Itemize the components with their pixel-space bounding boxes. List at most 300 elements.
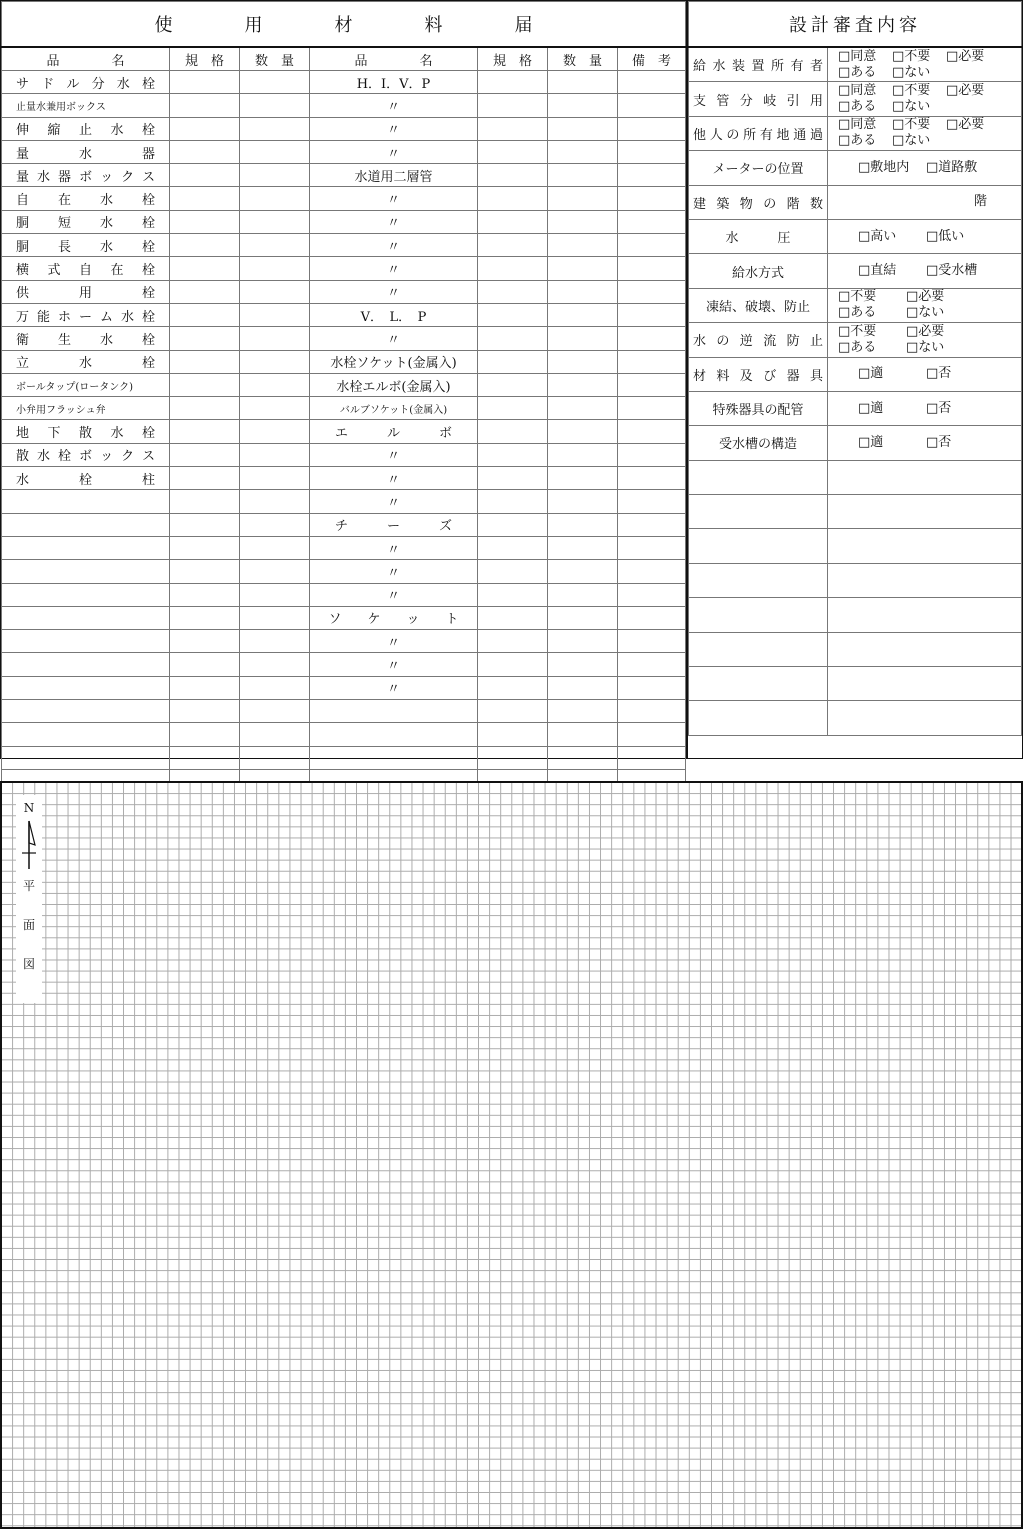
spec-cell[interactable] bbox=[170, 140, 240, 163]
quantity-cell[interactable] bbox=[240, 513, 310, 536]
empty-cell[interactable] bbox=[689, 701, 828, 735]
left-item-name bbox=[2, 723, 170, 746]
right-item-name bbox=[310, 700, 478, 723]
spec-cell[interactable] bbox=[478, 606, 548, 629]
review-row-empty bbox=[689, 598, 1022, 632]
column-header: 品 名 bbox=[310, 47, 478, 71]
review-option-checkbox[interactable]: □敷地内 bbox=[858, 159, 910, 175]
empty-cell[interactable] bbox=[689, 495, 828, 529]
review-label: メーターの位置 bbox=[689, 151, 828, 185]
material-row bbox=[2, 71, 686, 94]
spec-cell[interactable] bbox=[478, 94, 548, 117]
quantity-cell[interactable] bbox=[240, 653, 310, 676]
quantity-cell[interactable] bbox=[548, 397, 618, 420]
quantity-cell[interactable] bbox=[548, 164, 618, 187]
column-header: 数 量 bbox=[548, 47, 618, 71]
review-option-checkbox[interactable]: □適 bbox=[858, 400, 884, 416]
quantity-cell[interactable] bbox=[548, 257, 618, 280]
review-option-checkbox[interactable]: □同意 bbox=[838, 117, 877, 133]
remarks-cell[interactable] bbox=[618, 234, 686, 257]
quantity-cell[interactable] bbox=[240, 583, 310, 606]
quantity-cell[interactable] bbox=[548, 490, 618, 513]
quantity-cell[interactable] bbox=[548, 653, 618, 676]
material-row bbox=[2, 234, 686, 257]
left-item-name bbox=[2, 676, 170, 699]
review-option-checkbox[interactable]: □否 bbox=[926, 366, 952, 382]
remarks-cell[interactable] bbox=[618, 723, 686, 746]
remarks-cell[interactable] bbox=[618, 746, 686, 769]
spec-cell[interactable] bbox=[478, 187, 548, 210]
quantity-cell[interactable] bbox=[548, 443, 618, 466]
right-item-name: 〃 bbox=[310, 140, 478, 163]
spec-cell[interactable] bbox=[170, 164, 240, 187]
spec-cell[interactable] bbox=[478, 234, 548, 257]
spec-cell[interactable] bbox=[170, 373, 240, 396]
review-options bbox=[828, 47, 1022, 82]
remarks-cell[interactable] bbox=[618, 117, 686, 140]
spec-cell[interactable] bbox=[478, 583, 548, 606]
material-row bbox=[2, 700, 686, 723]
review-options bbox=[828, 82, 1022, 116]
material-row bbox=[2, 746, 686, 769]
spec-cell[interactable] bbox=[478, 746, 548, 769]
remarks-cell[interactable] bbox=[618, 490, 686, 513]
left-item-name: 万能ホーム水栓 bbox=[2, 303, 170, 326]
quantity-cell[interactable] bbox=[240, 420, 310, 443]
remarks-cell[interactable] bbox=[618, 350, 686, 373]
quantity-cell[interactable] bbox=[548, 467, 618, 490]
empty-cell[interactable] bbox=[828, 563, 1022, 597]
review-row bbox=[689, 357, 1022, 391]
material-row bbox=[2, 536, 686, 559]
spec-cell[interactable] bbox=[170, 700, 240, 723]
column-header: 品 名 bbox=[2, 47, 170, 71]
review-label: 建築物の階数 bbox=[689, 185, 828, 219]
spec-cell[interactable] bbox=[170, 187, 240, 210]
left-item-name: 水栓柱 bbox=[2, 467, 170, 490]
left-item-name: 止量水兼用ボックス bbox=[2, 94, 170, 117]
remarks-cell[interactable] bbox=[618, 280, 686, 303]
empty-cell[interactable] bbox=[689, 529, 828, 563]
spec-cell[interactable] bbox=[478, 443, 548, 466]
review-option-checkbox[interactable]: □不要 bbox=[838, 289, 877, 305]
review-label: 給水装置所有者 bbox=[689, 47, 828, 82]
right-item-name: 〃 bbox=[310, 536, 478, 559]
spec-cell[interactable] bbox=[478, 117, 548, 140]
spec-cell[interactable] bbox=[170, 210, 240, 233]
left-item-name: 小弁用フラッシュ弁 bbox=[2, 397, 170, 420]
quantity-cell[interactable] bbox=[240, 327, 310, 350]
review-row bbox=[689, 116, 1022, 150]
review-option-checkbox[interactable]: □受水槽 bbox=[926, 263, 978, 279]
spec-cell[interactable] bbox=[478, 700, 548, 723]
spec-cell[interactable] bbox=[170, 513, 240, 536]
spec-cell[interactable] bbox=[170, 746, 240, 769]
empty-cell[interactable] bbox=[828, 667, 1022, 701]
review-row-empty bbox=[689, 632, 1022, 666]
right-item-name: 〃 bbox=[310, 210, 478, 233]
right-item-name: 〃 bbox=[310, 94, 478, 117]
review-option-checkbox[interactable]: □ない bbox=[892, 64, 931, 80]
review-row-empty bbox=[689, 701, 1022, 735]
review-label: 特殊器具の配管 bbox=[689, 391, 828, 425]
remarks-cell[interactable] bbox=[618, 140, 686, 163]
right-item-name: 〃 bbox=[310, 676, 478, 699]
right-item-name: 〃 bbox=[310, 280, 478, 303]
quantity-cell[interactable] bbox=[240, 303, 310, 326]
material-row bbox=[2, 187, 686, 210]
quantity-cell[interactable] bbox=[548, 723, 618, 746]
quantity-cell[interactable] bbox=[548, 117, 618, 140]
remarks-cell[interactable] bbox=[618, 187, 686, 210]
review-option-checkbox[interactable]: □ない bbox=[906, 305, 945, 321]
quantity-cell[interactable] bbox=[548, 700, 618, 723]
right-item-name: H．I．V．P bbox=[310, 71, 478, 94]
quantity-cell[interactable] bbox=[548, 630, 618, 653]
spec-cell[interactable] bbox=[170, 303, 240, 326]
review-label: 給水方式 bbox=[689, 254, 828, 288]
review-option-checkbox[interactable]: □同意 bbox=[838, 48, 877, 64]
quantity-cell[interactable] bbox=[548, 560, 618, 583]
review-label: 凍結、破壊、防止 bbox=[689, 288, 828, 322]
review-row-empty bbox=[689, 460, 1022, 494]
review-option-checkbox[interactable]: □ある bbox=[838, 339, 877, 355]
spec-cell[interactable] bbox=[478, 373, 548, 396]
quantity-cell[interactable] bbox=[240, 94, 310, 117]
quantity-cell[interactable] bbox=[548, 513, 618, 536]
quantity-cell[interactable] bbox=[240, 606, 310, 629]
spec-cell[interactable] bbox=[170, 676, 240, 699]
material-row bbox=[2, 420, 686, 443]
material-row bbox=[2, 397, 686, 420]
review-table bbox=[688, 1, 1022, 736]
quantity-cell[interactable] bbox=[240, 187, 310, 210]
spec-cell[interactable] bbox=[170, 71, 240, 94]
remarks-cell[interactable] bbox=[618, 303, 686, 326]
quantity-cell[interactable] bbox=[240, 210, 310, 233]
review-option-checkbox[interactable]: 階 bbox=[974, 194, 988, 210]
review-row bbox=[689, 426, 1022, 460]
spec-cell[interactable] bbox=[170, 467, 240, 490]
quantity-cell[interactable] bbox=[240, 257, 310, 280]
spec-cell[interactable] bbox=[478, 560, 548, 583]
spec-cell[interactable] bbox=[478, 467, 548, 490]
quantity-cell[interactable] bbox=[548, 210, 618, 233]
spec-cell[interactable] bbox=[170, 94, 240, 117]
review-option-checkbox[interactable]: □否 bbox=[926, 400, 952, 416]
quantity-cell[interactable] bbox=[240, 443, 310, 466]
spec-cell[interactable] bbox=[170, 606, 240, 629]
quantity-cell[interactable] bbox=[240, 117, 310, 140]
empty-cell[interactable] bbox=[828, 495, 1022, 529]
remarks-cell[interactable] bbox=[618, 210, 686, 233]
material-row bbox=[2, 257, 686, 280]
plan-grid bbox=[0, 781, 1023, 1529]
right-item-name: 〃 bbox=[310, 257, 478, 280]
quantity-cell[interactable] bbox=[240, 723, 310, 746]
spec-cell[interactable] bbox=[170, 653, 240, 676]
review-option-checkbox[interactable]: □ない bbox=[892, 99, 931, 115]
spec-cell[interactable] bbox=[170, 117, 240, 140]
empty-cell[interactable] bbox=[828, 701, 1022, 735]
spec-cell[interactable] bbox=[478, 327, 548, 350]
left-item-name bbox=[2, 746, 170, 769]
spec-cell[interactable] bbox=[170, 443, 240, 466]
review-option-checkbox[interactable]: □必要 bbox=[906, 323, 945, 339]
review-option-checkbox[interactable]: □ある bbox=[838, 99, 877, 115]
review-row bbox=[689, 254, 1022, 288]
right-item-name bbox=[310, 746, 478, 769]
quantity-cell[interactable] bbox=[240, 700, 310, 723]
review-option-checkbox[interactable]: □ない bbox=[906, 339, 945, 355]
review-options bbox=[828, 185, 1022, 219]
review-option-checkbox[interactable]: □不要 bbox=[892, 83, 931, 99]
left-item-name: ボールタップ(ロータンク) bbox=[2, 373, 170, 396]
spec-cell[interactable] bbox=[170, 350, 240, 373]
remarks-cell[interactable] bbox=[618, 94, 686, 117]
spec-cell[interactable] bbox=[478, 397, 548, 420]
review-options bbox=[828, 116, 1022, 150]
right-item-name: エ ル ボ bbox=[310, 420, 478, 443]
review-label: 水 圧 bbox=[689, 219, 828, 253]
spec-cell[interactable] bbox=[478, 536, 548, 559]
left-item-name: 衛生水栓 bbox=[2, 327, 170, 350]
spec-cell[interactable] bbox=[170, 397, 240, 420]
quantity-cell[interactable] bbox=[240, 490, 310, 513]
review-label: 受水槽の構造 bbox=[689, 426, 828, 460]
quantity-cell[interactable] bbox=[548, 140, 618, 163]
review-option-checkbox[interactable]: □ない bbox=[892, 133, 931, 149]
review-options bbox=[828, 357, 1022, 391]
spec-cell[interactable] bbox=[170, 630, 240, 653]
remarks-cell[interactable] bbox=[618, 164, 686, 187]
review-option-checkbox[interactable]: □ある bbox=[838, 64, 877, 80]
right-item-name: 〃 bbox=[310, 443, 478, 466]
empty-cell[interactable] bbox=[828, 632, 1022, 666]
remarks-cell[interactable] bbox=[618, 420, 686, 443]
quantity-cell[interactable] bbox=[240, 234, 310, 257]
spec-cell[interactable] bbox=[170, 490, 240, 513]
review-options bbox=[828, 391, 1022, 425]
empty-cell[interactable] bbox=[689, 598, 828, 632]
review-option-checkbox[interactable]: □必要 bbox=[946, 117, 985, 133]
quantity-cell[interactable] bbox=[240, 280, 310, 303]
spec-cell[interactable] bbox=[170, 420, 240, 443]
left-item-name: 量水器 bbox=[2, 140, 170, 163]
spec-cell[interactable] bbox=[478, 630, 548, 653]
quantity-cell[interactable] bbox=[548, 71, 618, 94]
spec-cell[interactable] bbox=[478, 653, 548, 676]
spec-cell[interactable] bbox=[170, 536, 240, 559]
review-option-checkbox[interactable]: □必要 bbox=[946, 48, 985, 64]
remarks-cell[interactable] bbox=[618, 373, 686, 396]
spec-cell[interactable] bbox=[478, 723, 548, 746]
right-item-name: 〃 bbox=[310, 187, 478, 210]
quantity-cell[interactable] bbox=[240, 676, 310, 699]
spec-cell[interactable] bbox=[478, 257, 548, 280]
empty-cell[interactable] bbox=[828, 529, 1022, 563]
remarks-cell[interactable] bbox=[618, 630, 686, 653]
material-row bbox=[2, 606, 686, 629]
quantity-cell[interactable] bbox=[240, 350, 310, 373]
left-item-name: 量水器ボックス bbox=[2, 164, 170, 187]
review-option-checkbox[interactable]: □ある bbox=[838, 305, 877, 321]
quantity-cell[interactable] bbox=[548, 303, 618, 326]
quantity-cell[interactable] bbox=[240, 467, 310, 490]
materials-title: 使 用 材 料 届 bbox=[2, 2, 686, 48]
review-option-checkbox[interactable]: □不要 bbox=[892, 117, 931, 133]
quantity-cell[interactable] bbox=[548, 373, 618, 396]
spec-cell[interactable] bbox=[478, 513, 548, 536]
empty-cell[interactable] bbox=[689, 563, 828, 597]
right-item-name: 〃 bbox=[310, 327, 478, 350]
empty-cell[interactable] bbox=[689, 667, 828, 701]
remarks-cell[interactable] bbox=[618, 443, 686, 466]
spec-cell[interactable] bbox=[170, 280, 240, 303]
spec-cell[interactable] bbox=[478, 164, 548, 187]
left-item-name: 横式自在栓 bbox=[2, 257, 170, 280]
remarks-cell[interactable] bbox=[618, 513, 686, 536]
north-label: N bbox=[23, 801, 35, 815]
quantity-cell[interactable] bbox=[548, 606, 618, 629]
review-row bbox=[689, 47, 1022, 82]
remarks-cell[interactable] bbox=[618, 327, 686, 350]
review-options bbox=[828, 151, 1022, 185]
remarks-cell[interactable] bbox=[618, 71, 686, 94]
material-row bbox=[2, 164, 686, 187]
quantity-cell[interactable] bbox=[240, 397, 310, 420]
left-item-name bbox=[2, 560, 170, 583]
quantity-cell[interactable] bbox=[548, 280, 618, 303]
quantity-cell[interactable] bbox=[548, 536, 618, 559]
material-row bbox=[2, 280, 686, 303]
material-row bbox=[2, 210, 686, 233]
material-row bbox=[2, 676, 686, 699]
review-row bbox=[689, 185, 1022, 219]
quantity-cell[interactable] bbox=[548, 94, 618, 117]
review-option-checkbox[interactable]: □否 bbox=[926, 434, 952, 450]
review-row-empty bbox=[689, 563, 1022, 597]
quantity-cell[interactable] bbox=[548, 746, 618, 769]
quantity-cell[interactable] bbox=[548, 350, 618, 373]
left-item-name bbox=[2, 513, 170, 536]
plan-label-2: 面 bbox=[22, 918, 35, 932]
spec-cell[interactable] bbox=[478, 71, 548, 94]
spec-cell[interactable] bbox=[478, 303, 548, 326]
review-options bbox=[828, 254, 1022, 288]
right-item-name: 〃 bbox=[310, 560, 478, 583]
empty-cell[interactable] bbox=[689, 632, 828, 666]
spec-cell[interactable] bbox=[478, 350, 548, 373]
spec-cell[interactable] bbox=[170, 583, 240, 606]
quantity-cell[interactable] bbox=[548, 327, 618, 350]
quantity-cell[interactable] bbox=[548, 676, 618, 699]
quantity-cell[interactable] bbox=[548, 583, 618, 606]
right-item-name: 水栓ソケット(金属入) bbox=[310, 350, 478, 373]
quantity-cell[interactable] bbox=[240, 140, 310, 163]
review-option-checkbox[interactable]: □適 bbox=[858, 434, 884, 450]
spec-cell[interactable] bbox=[170, 327, 240, 350]
quantity-cell[interactable] bbox=[240, 536, 310, 559]
column-header: 規 格 bbox=[478, 47, 548, 71]
north-arrow-icon bbox=[19, 817, 39, 871]
remarks-cell[interactable] bbox=[618, 700, 686, 723]
review-option-checkbox[interactable]: □不要 bbox=[838, 323, 877, 339]
review-option-checkbox[interactable]: □直結 bbox=[858, 263, 897, 279]
remarks-cell[interactable] bbox=[618, 397, 686, 420]
right-item-name: 〃 bbox=[310, 653, 478, 676]
remarks-cell[interactable] bbox=[618, 653, 686, 676]
review-label: 水の逆流防止 bbox=[689, 323, 828, 357]
right-item-name: ソ ケ ッ ト bbox=[310, 606, 478, 629]
spec-cell[interactable] bbox=[478, 676, 548, 699]
remarks-cell[interactable] bbox=[618, 583, 686, 606]
left-item-name: 散水栓ボックス bbox=[2, 443, 170, 466]
spec-cell[interactable] bbox=[170, 723, 240, 746]
remarks-cell[interactable] bbox=[618, 536, 686, 559]
quantity-cell[interactable] bbox=[548, 234, 618, 257]
left-item-name bbox=[2, 630, 170, 653]
remarks-cell[interactable] bbox=[618, 560, 686, 583]
material-row bbox=[2, 630, 686, 653]
spec-cell[interactable] bbox=[478, 280, 548, 303]
spec-cell[interactable] bbox=[170, 560, 240, 583]
remarks-cell[interactable] bbox=[618, 257, 686, 280]
material-row bbox=[2, 303, 686, 326]
quantity-cell[interactable] bbox=[240, 630, 310, 653]
material-row bbox=[2, 117, 686, 140]
quantity-cell[interactable] bbox=[548, 187, 618, 210]
remarks-cell[interactable] bbox=[618, 606, 686, 629]
material-row bbox=[2, 140, 686, 163]
material-row bbox=[2, 350, 686, 373]
spec-cell[interactable] bbox=[478, 210, 548, 233]
empty-cell[interactable] bbox=[828, 460, 1022, 494]
review-option-checkbox[interactable]: □不要 bbox=[892, 48, 931, 64]
review-title: 設計審査内容 bbox=[689, 2, 1022, 48]
material-row bbox=[2, 443, 686, 466]
spec-cell[interactable] bbox=[478, 490, 548, 513]
review-option-checkbox[interactable]: □高い bbox=[858, 228, 897, 244]
review-option-checkbox[interactable]: □ある bbox=[838, 133, 877, 149]
empty-cell[interactable] bbox=[828, 598, 1022, 632]
review-option-checkbox[interactable]: □低い bbox=[926, 228, 965, 244]
left-item-name: 伸縮止水栓 bbox=[2, 117, 170, 140]
quantity-cell[interactable] bbox=[240, 71, 310, 94]
review-option-checkbox[interactable]: □必要 bbox=[906, 289, 945, 305]
spec-cell[interactable] bbox=[478, 420, 548, 443]
empty-cell[interactable] bbox=[689, 460, 828, 494]
quantity-cell[interactable] bbox=[240, 560, 310, 583]
spec-cell[interactable] bbox=[170, 234, 240, 257]
review-row bbox=[689, 323, 1022, 357]
spec-cell[interactable] bbox=[170, 257, 240, 280]
review-option-checkbox[interactable]: □同意 bbox=[838, 83, 877, 99]
review-option-checkbox[interactable]: □適 bbox=[858, 366, 884, 382]
quantity-cell[interactable] bbox=[240, 373, 310, 396]
review-option-checkbox[interactable]: □道路敷 bbox=[926, 159, 978, 175]
spec-cell[interactable] bbox=[478, 140, 548, 163]
left-item-name: 胴短水栓 bbox=[2, 210, 170, 233]
quantity-cell[interactable] bbox=[240, 746, 310, 769]
right-item-name bbox=[310, 723, 478, 746]
remarks-cell[interactable] bbox=[618, 676, 686, 699]
quantity-cell[interactable] bbox=[240, 164, 310, 187]
quantity-cell[interactable] bbox=[548, 420, 618, 443]
remarks-cell[interactable] bbox=[618, 467, 686, 490]
material-row bbox=[2, 653, 686, 676]
review-option-checkbox[interactable]: □必要 bbox=[946, 83, 985, 99]
